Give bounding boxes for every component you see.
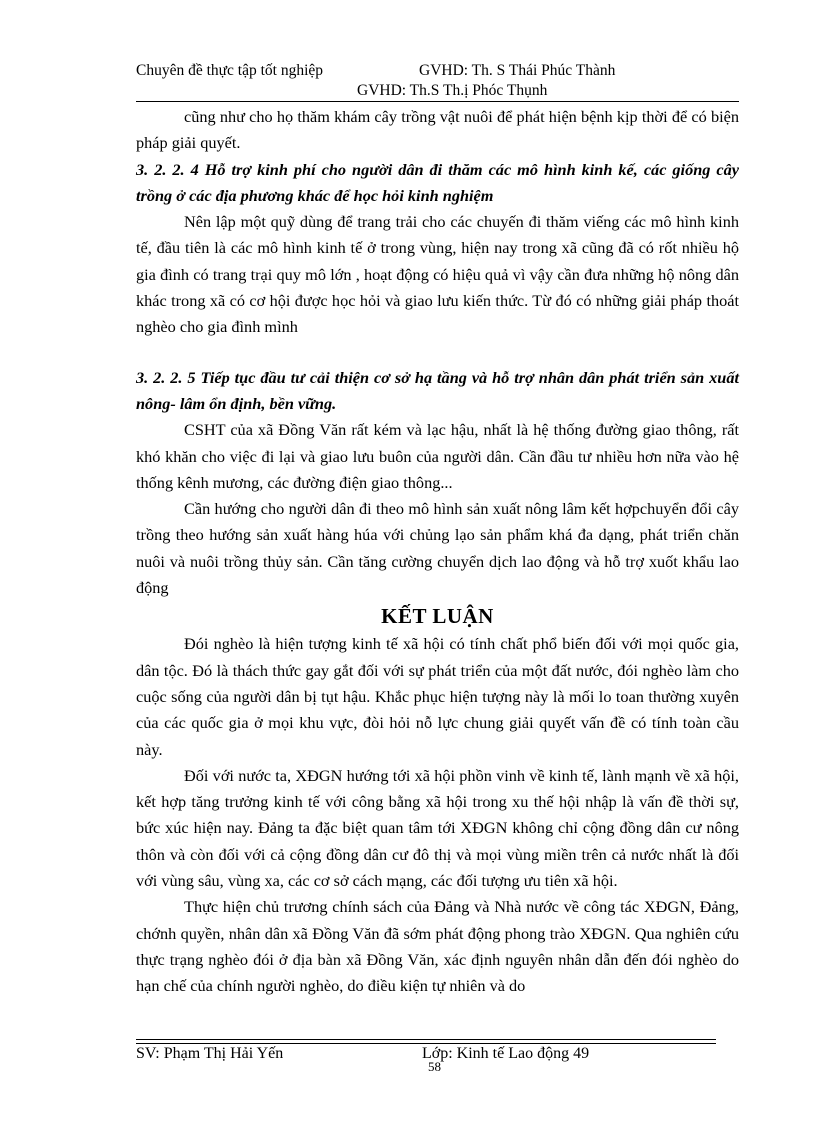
section-heading: 3. 2. 2. 5 Tiếp tục đầu tư cải thiện cơ sở hạ tầng và hỗ trợ nhân dân phát triển sản xuất nông- lâm ổn định, bền vững. [136, 367, 739, 413]
header-rule [136, 101, 739, 102]
footer-rule-1 [136, 1039, 716, 1040]
page-number: 58 [428, 1059, 441, 1074]
section-heading: 3. 2. 2. 4 Hỗ trợ kinh phí cho người dân đi thăm các mô hình kinh kế, các giống cây trồng ở các địa phương khác để học hỏi kinh nghiệm [136, 159, 739, 205]
paragraph: CSHT của xã Đồng Văn rất kém và lạc hậu, nhất là hệ thống đường giao thông, rất khó khăn cho việc đi lại và giao lưu buôn của người dân. Cần đầu tư nhiều hơn nữa vào hệ thống kênh mương, các đường điện giao thông... [136, 420, 739, 492]
paragraph: Đói nghèo là hiện tượng kinh tế xã hội có tính chất phổ biến đối với mọi quốc gia, dân tộc. Đó là thách thức gay gắt đối với sự phát triển của một đất nước, đói nghèo làm cho cuộc sống của người dân bị tụt hậu. Khắc phục hiện tượng này là mối lo toan thường xuyên của các quốc gia ở mọi khu vực, đòi hỏi nỗ lực chung giải quyết vấn đề có tính toàn cầu này. [136, 634, 739, 759]
header-advisor-2: GVHD: Th.S Th.ị Phóc Thụnh [357, 82, 548, 99]
section-title: KẾT LUẬN [381, 604, 494, 629]
footer-class: Lớp: Kinh tế Lao động 49 [422, 1045, 590, 1062]
header-advisor-1: GVHD: Th. S Thái Phúc Thành [419, 62, 616, 79]
paragraph: Thực hiện chủ trương chính sách của Đảng và Nhà nước về công tác XĐGN, Đảng, chớnh quyền, nhân dân xã Đồng Văn đã sớm phát động phong trào XĐGN. Qua nghiên cứu thực trạng nghèo đói ở địa bàn xã Đồng Văn, xác định nguyên nhân dẫn đến đói nghèo do hạn chế của chính người nghèo, do điều kiện tự nhiên và do [136, 897, 739, 996]
footer-student: SV: Phạm Thị Hải Yến [136, 1045, 284, 1062]
paragraph: Nên lập một quỹ dùng để trang trải cho các chuyến đi thăm viếng các mô hình kinh tế, đầu tiên là các mô hình kinh tế ở trong vùng, hiện nay trong xã cũng đã có rốt nhiều hộ gia đình có trang trại quy mô lớn , hoạt động có hiệu quả vì vậy cần đưa những hộ nông dân khác trong xã có cơ hội được học hỏi và giao lưu kiến thức. Từ đó có những giải pháp thoát nghèo cho gia đình mình [136, 212, 739, 337]
header-left: Chuyên đề thực tập tốt nghiệp [136, 62, 324, 79]
document-body [136, 104, 739, 1000]
paragraph: cũng như cho họ thăm khám cây trồng vật nuôi để phát hiện bệnh kịp thời để có biện pháp giải quyết. [136, 107, 739, 153]
paragraph: Đối với nước ta, XĐGN hướng tới xã hội phồn vinh về kinh tế, lành mạnh về xã hội, kết hợp tăng trưởng kinh tế với công bằng xã hội trong xu thế hội nhập là vấn đề thời sự, bức xúc hiện nay. Đảng ta đặc biệt quan tâm tới XĐGN không chỉ cộng đồng dân cư nông thôn và còn đối với cả cộng đồng dân cư đô thị và mọi vùng miền trên cả nước nhất là đối với vùng sâu, vùng xa, các cơ sở cách mạng, các đối tượng ưu tiên xã hội. [136, 765, 739, 891]
paragraph: Cần hướng cho người dân đi theo mô hình sản xuất nông lâm kết hợpchuyển đổi cây trồng theo hướng sản xuất hàng húa với chủng lạo sản phẩm khá đa dạng, phát triển chăn nuôi và nuôi trồng thủy sản. Cần tăng cường chuyển dịch lao động và hỗ trợ xuốt khẩu lao động [136, 499, 739, 598]
